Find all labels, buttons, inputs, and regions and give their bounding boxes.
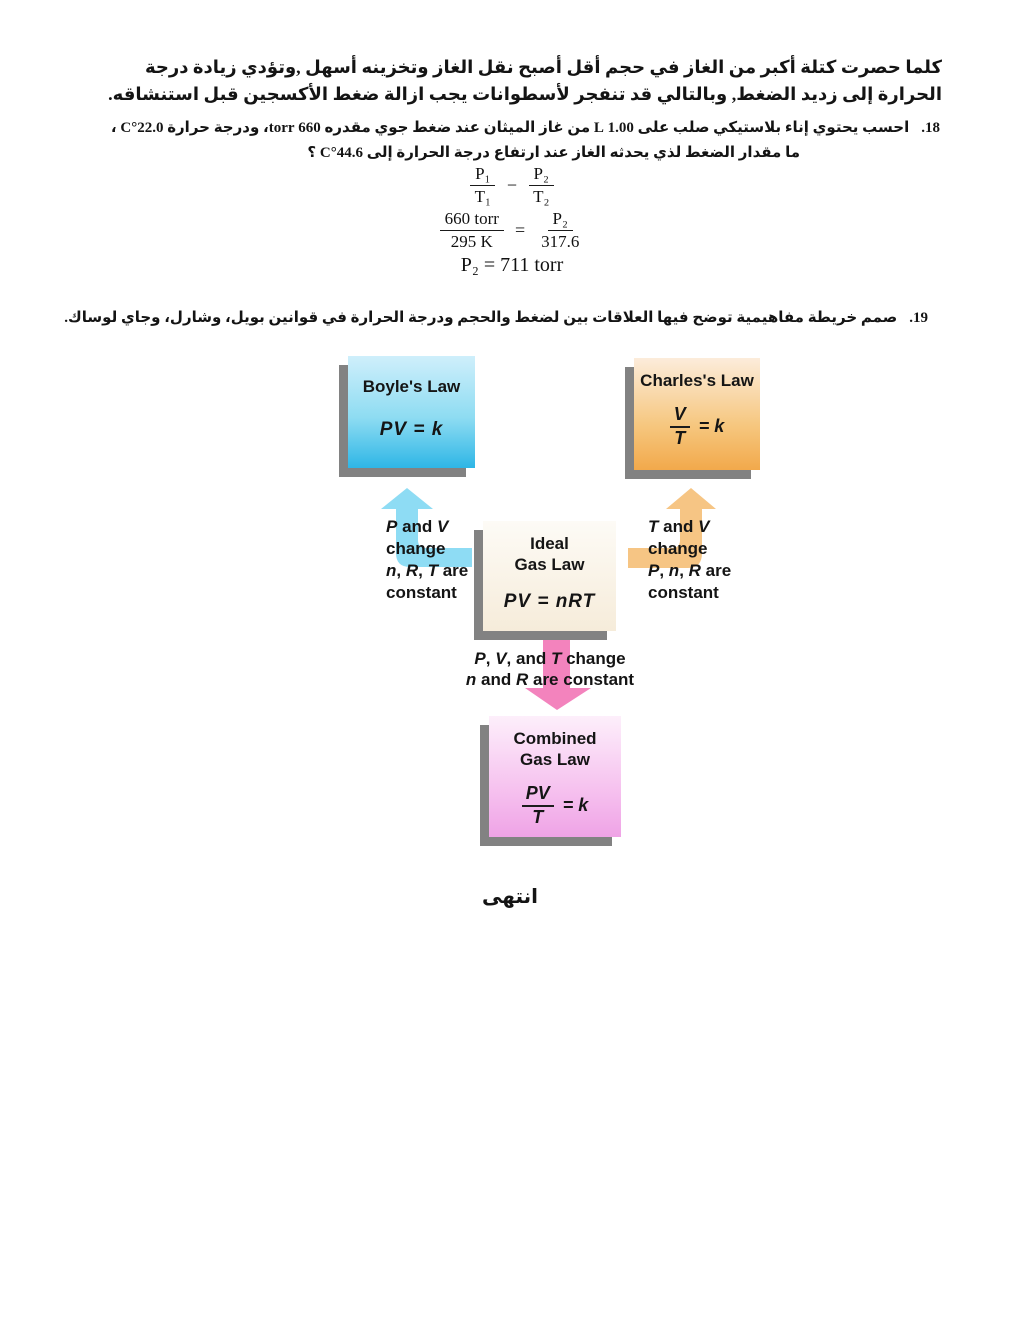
numerator: PV (522, 784, 554, 807)
label-line: constant (648, 583, 719, 602)
problem-19-text: صمم خريطة مفاهيمية توضح فيها العلاقات بين لضغط والحجم ودرجة الحرارة في قوانين بويل، وشارل، وجاي لوساك. (64, 310, 898, 326)
label-line: P and V (386, 517, 449, 536)
denominator: 295 K (450, 231, 493, 251)
numerator: P₂ (548, 209, 573, 231)
fraction-660-295 (440, 209, 504, 251)
title-line-1: Combined (513, 729, 597, 748)
label-line: n, R, T are (386, 561, 469, 580)
numerator: P₁ (470, 164, 495, 186)
label-line: P, n, R are (648, 561, 732, 580)
label-line: n and R are constant (465, 670, 635, 689)
numerator: V (670, 405, 690, 428)
problem-18 (111, 116, 940, 166)
equation-1-operator: − (506, 174, 518, 195)
ideal-gas-law-title (515, 533, 585, 575)
solution-equations (372, 164, 652, 280)
ideal-gas-law-formula: PV = nRT (503, 591, 596, 612)
label-line: change (648, 539, 708, 558)
label-line: change (386, 539, 446, 558)
problem-18-number: 18. (921, 120, 940, 136)
problem-19-number: 19. (909, 310, 928, 326)
down-arrow-label (420, 648, 680, 690)
equation-1 (372, 164, 652, 206)
equals-k: = k (562, 795, 589, 816)
problem-18-line-1 (111, 116, 940, 141)
intro-line-2: الحرارة إلى زديد الضغط, وبالتالي قد تنفجر لأسطوانات يجب ازالة ضغط الأكسجين قبل استنشاقه. (108, 84, 942, 104)
equation-result: P₂ = 711 torr (460, 254, 564, 277)
problem-18-line-2: ما مقدار الضغط لذي يحدثه الغاز عند ارتفاع درجة الحرارة إلى 44.6°C ؟ (307, 145, 800, 161)
denominator: T₂ (533, 186, 550, 206)
label-line: T and V (648, 517, 710, 536)
fraction-p2-t2 (528, 164, 554, 206)
combined-gas-law-formula (522, 784, 589, 828)
charles-law-formula (670, 405, 725, 449)
denominator: T (674, 427, 686, 448)
label-line: constant (386, 583, 457, 602)
equals-k: = k (698, 416, 725, 437)
denominator: T (532, 806, 544, 827)
equation-2-operator: = (514, 219, 526, 240)
right-arrow-label (648, 516, 731, 604)
left-arrow-label (386, 516, 468, 604)
title-line-2: Gas Law (520, 750, 590, 769)
fraction-v-t (670, 405, 690, 449)
charles-law-title: Charles's Law (640, 371, 754, 390)
title-line-2: Gas Law (514, 555, 585, 574)
problem-18-text-1: احسب يحتوي إناء بلاستيكي صلب على 1.00 L من غاز الميثان عند ضغط جوي مقدره 660 torr، ودرجة حرارة 22.0°C ، (110, 120, 910, 136)
boyle-law-box (348, 356, 475, 468)
denominator: 317.6 (541, 231, 580, 251)
fraction-p1-t1 (470, 164, 496, 206)
label-line: P, V, and T change (474, 649, 626, 668)
equation-2 (372, 209, 652, 251)
ideal-gas-law-box (483, 521, 616, 631)
problem-19-line (64, 306, 928, 330)
numerator: P₂ (529, 164, 554, 186)
numerator: 660 torr (440, 209, 504, 231)
intro-line-1: كلما حصرت كتلة أكبر من الغاز في حجم أقل أصبح نقل الغاز وتخزينه أسهل ,وتؤدي زيادة درجة (144, 57, 942, 77)
fraction-p2-317 (536, 209, 584, 251)
intro-paragraph (108, 54, 942, 108)
combined-gas-law-box (489, 716, 621, 837)
problem-19 (64, 306, 928, 330)
title-line-1: Ideal (530, 534, 569, 553)
combined-gas-law-title (513, 728, 596, 770)
end-marker: انتهى (482, 886, 538, 908)
boyle-law-title: Boyle's Law (362, 377, 461, 396)
fraction-pv-t (522, 784, 554, 828)
denominator: T₁ (474, 186, 491, 206)
charles-law-box (634, 358, 760, 470)
boyle-law-formula: PV = k (379, 419, 444, 440)
